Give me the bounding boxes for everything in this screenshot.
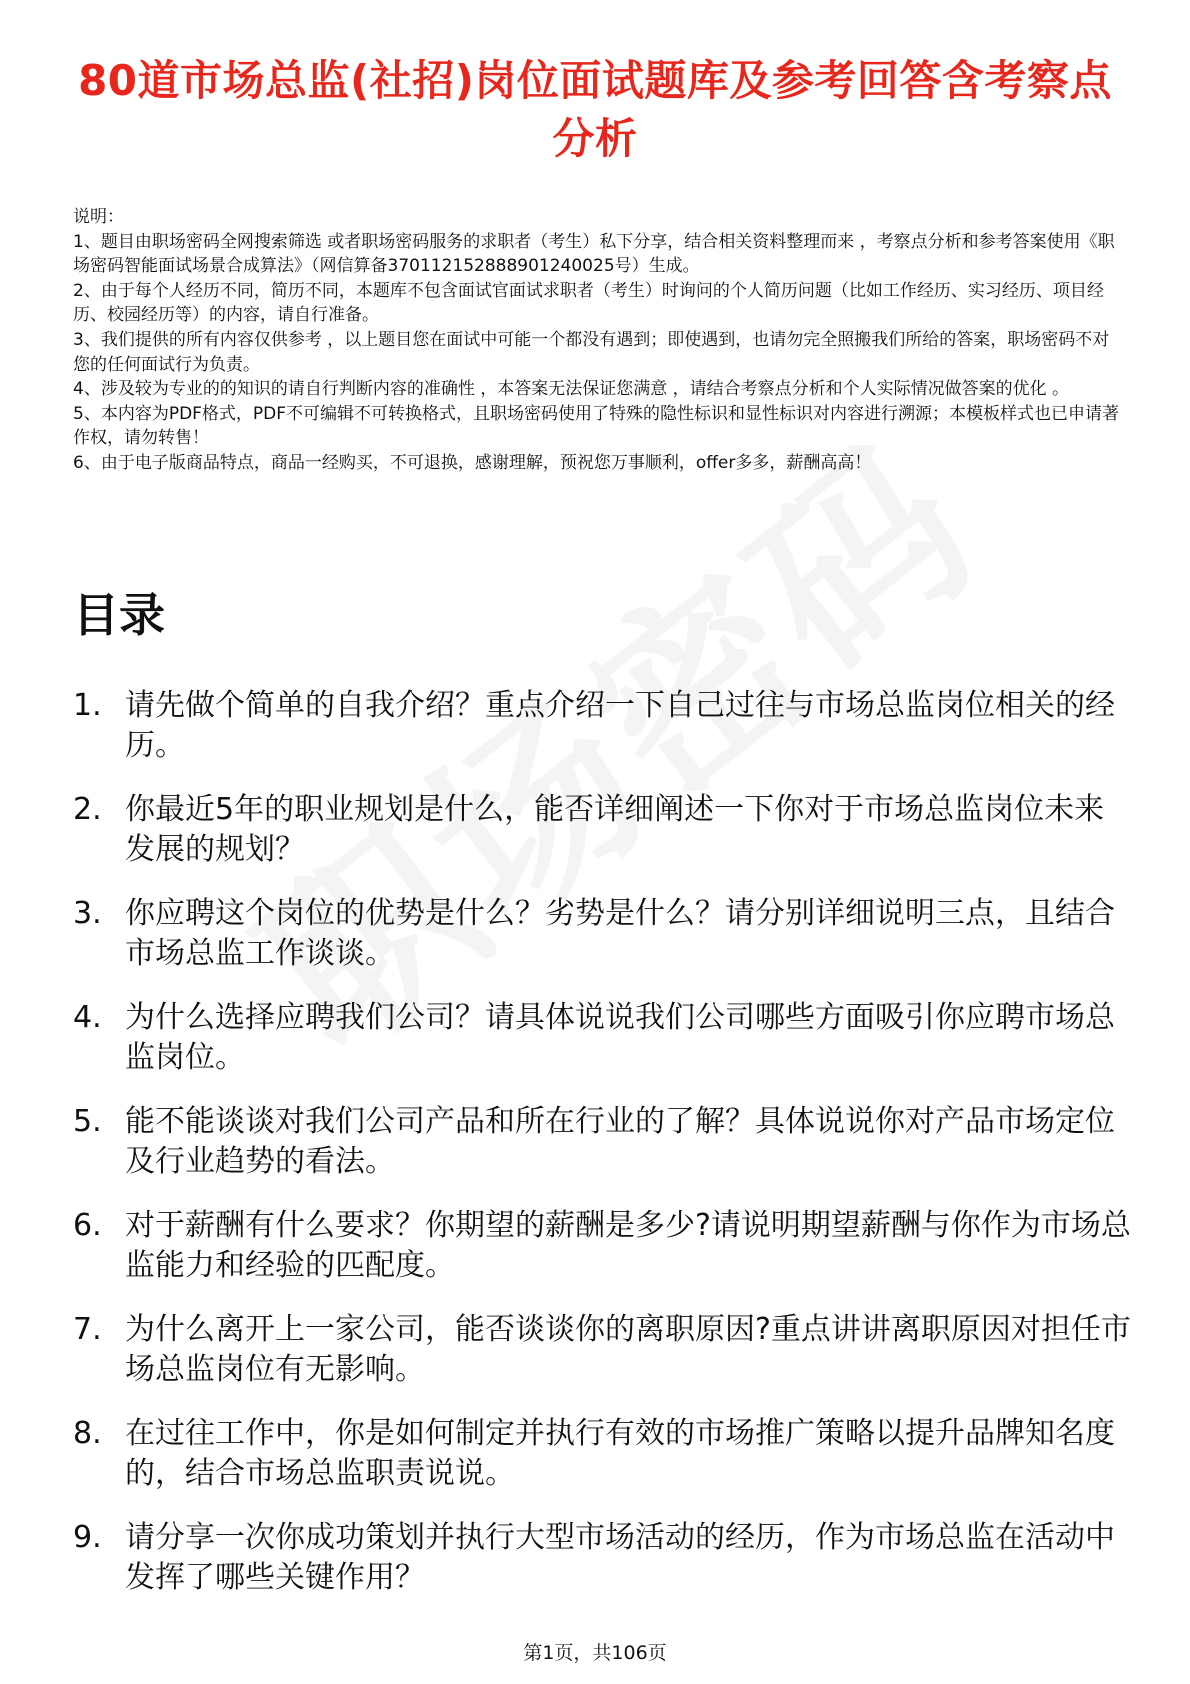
toc-item-number: 3.	[73, 896, 102, 931]
toc-item-number: 7.	[73, 1312, 102, 1347]
note-item: 1、题目由职场密码全网搜索筛选 或者职场密码服务的求职者（考生）私下分享，结合相关资料整理而来 ，考察点分析和参考答案使用《职场密码智能面试场景合成算法》（网信算备370112152888901240025号）生成。	[73, 231, 1115, 277]
note-item: 5、本内容为PDF格式，PDF不可编辑不可转换格式，且职场密码使用了特殊的隐性标识和显性标识对内容进行溯源；本模板样式也已申请著作权，请勿转售！	[73, 403, 1120, 449]
toc-item-text: 为什么离开上一家公司，能否谈谈你的离职原因?重点讲讲离职原因对担任市场总监岗位有无影响。	[125, 1312, 1131, 1387]
toc-heading: 目录	[73, 588, 165, 642]
note-item: 4、涉及较为专业的的知识的请自行判断内容的准确性 ，本答案无法保证您满意 ，请结合考察点分析和个人实际情况做答案的优化 。	[73, 379, 1070, 400]
toc-item[interactable]	[73, 1206, 1133, 1286]
toc-item[interactable]	[73, 894, 1133, 974]
toc-item-number: 9.	[73, 1520, 102, 1555]
toc-item-text: 对于薪酬有什么要求？你期望的薪酬是多少?请说明期望薪酬与你作为市场总监能力和经验的匹配度。	[125, 1208, 1131, 1283]
note-item: 2、由于每个人经历不同，简历不同，本题库不包含面试官面试求职者（考生）时询问的个人简历问题（比如工作经历、实习经历、项目经历、校园经历等）的内容，请自行准备。	[73, 280, 1104, 326]
toc-item-text: 请先做个简单的自我介绍？重点介绍一下自己过往与市场总监岗位相关的经历。	[125, 688, 1115, 763]
toc-item-text: 你应聘这个岗位的优势是什么？劣势是什么？请分别详细说明三点，且结合市场总监工作谈谈。	[125, 896, 1115, 971]
toc-item-text: 请分享一次你成功策划并执行大型市场活动的经历，作为市场总监在活动中发挥了哪些关键作用？	[125, 1520, 1115, 1595]
toc-item-number: 6.	[73, 1208, 102, 1243]
toc-item[interactable]	[73, 790, 1133, 870]
toc-item-text: 在过往工作中，你是如何制定并执行有效的市场推广策略以提升品牌知名度的，结合市场总监职责说说。	[125, 1416, 1115, 1491]
toc-list	[73, 686, 1133, 1622]
toc-item-number: 4.	[73, 1000, 102, 1035]
toc-item[interactable]	[73, 686, 1133, 766]
toc-item-number: 5.	[73, 1104, 102, 1139]
toc-item[interactable]	[73, 1518, 1133, 1598]
note-item: 3、我们提供的所有内容仅供参考 ，以上题目您在面试中可能一个都没有遇到；即使遇到，也请勿完全照搬我们所给的答案，职场密码不对您的任何面试行为负责。	[73, 329, 1110, 375]
note-item: 6、由于电子版商品特点，商品一经购买，不可退换，感谢理解，预祝您万事顺利，offer多多，薪酬高高！	[73, 452, 872, 473]
document-title: 80道市场总监(社招)岗位面试题库及参考回答含考察点分析	[78, 56, 1112, 163]
notes-heading: 说明：	[73, 207, 124, 227]
toc-item-number: 8.	[73, 1416, 102, 1451]
toc-item-text: 为什么选择应聘我们公司？请具体说说我们公司哪些方面吸引你应聘市场总监岗位。	[125, 1000, 1115, 1075]
toc-item-number: 1.	[73, 688, 102, 723]
notes-section	[73, 205, 1123, 476]
toc-item[interactable]	[73, 1102, 1133, 1182]
toc-item[interactable]	[73, 998, 1133, 1078]
toc-item-text: 能不能谈谈对我们公司产品和所在行业的了解？具体说说你对产品市场定位及行业趋势的看法。	[125, 1104, 1115, 1179]
toc-item[interactable]	[73, 1414, 1133, 1494]
toc-item-number: 2.	[73, 792, 102, 827]
page-footer: 第1页，共106页	[523, 1642, 667, 1664]
toc-item-text: 你最近5年的职业规划是什么，能否详细阐述一下你对于市场总监岗位未来发展的规划？	[125, 792, 1105, 867]
toc-item[interactable]	[73, 1310, 1133, 1390]
